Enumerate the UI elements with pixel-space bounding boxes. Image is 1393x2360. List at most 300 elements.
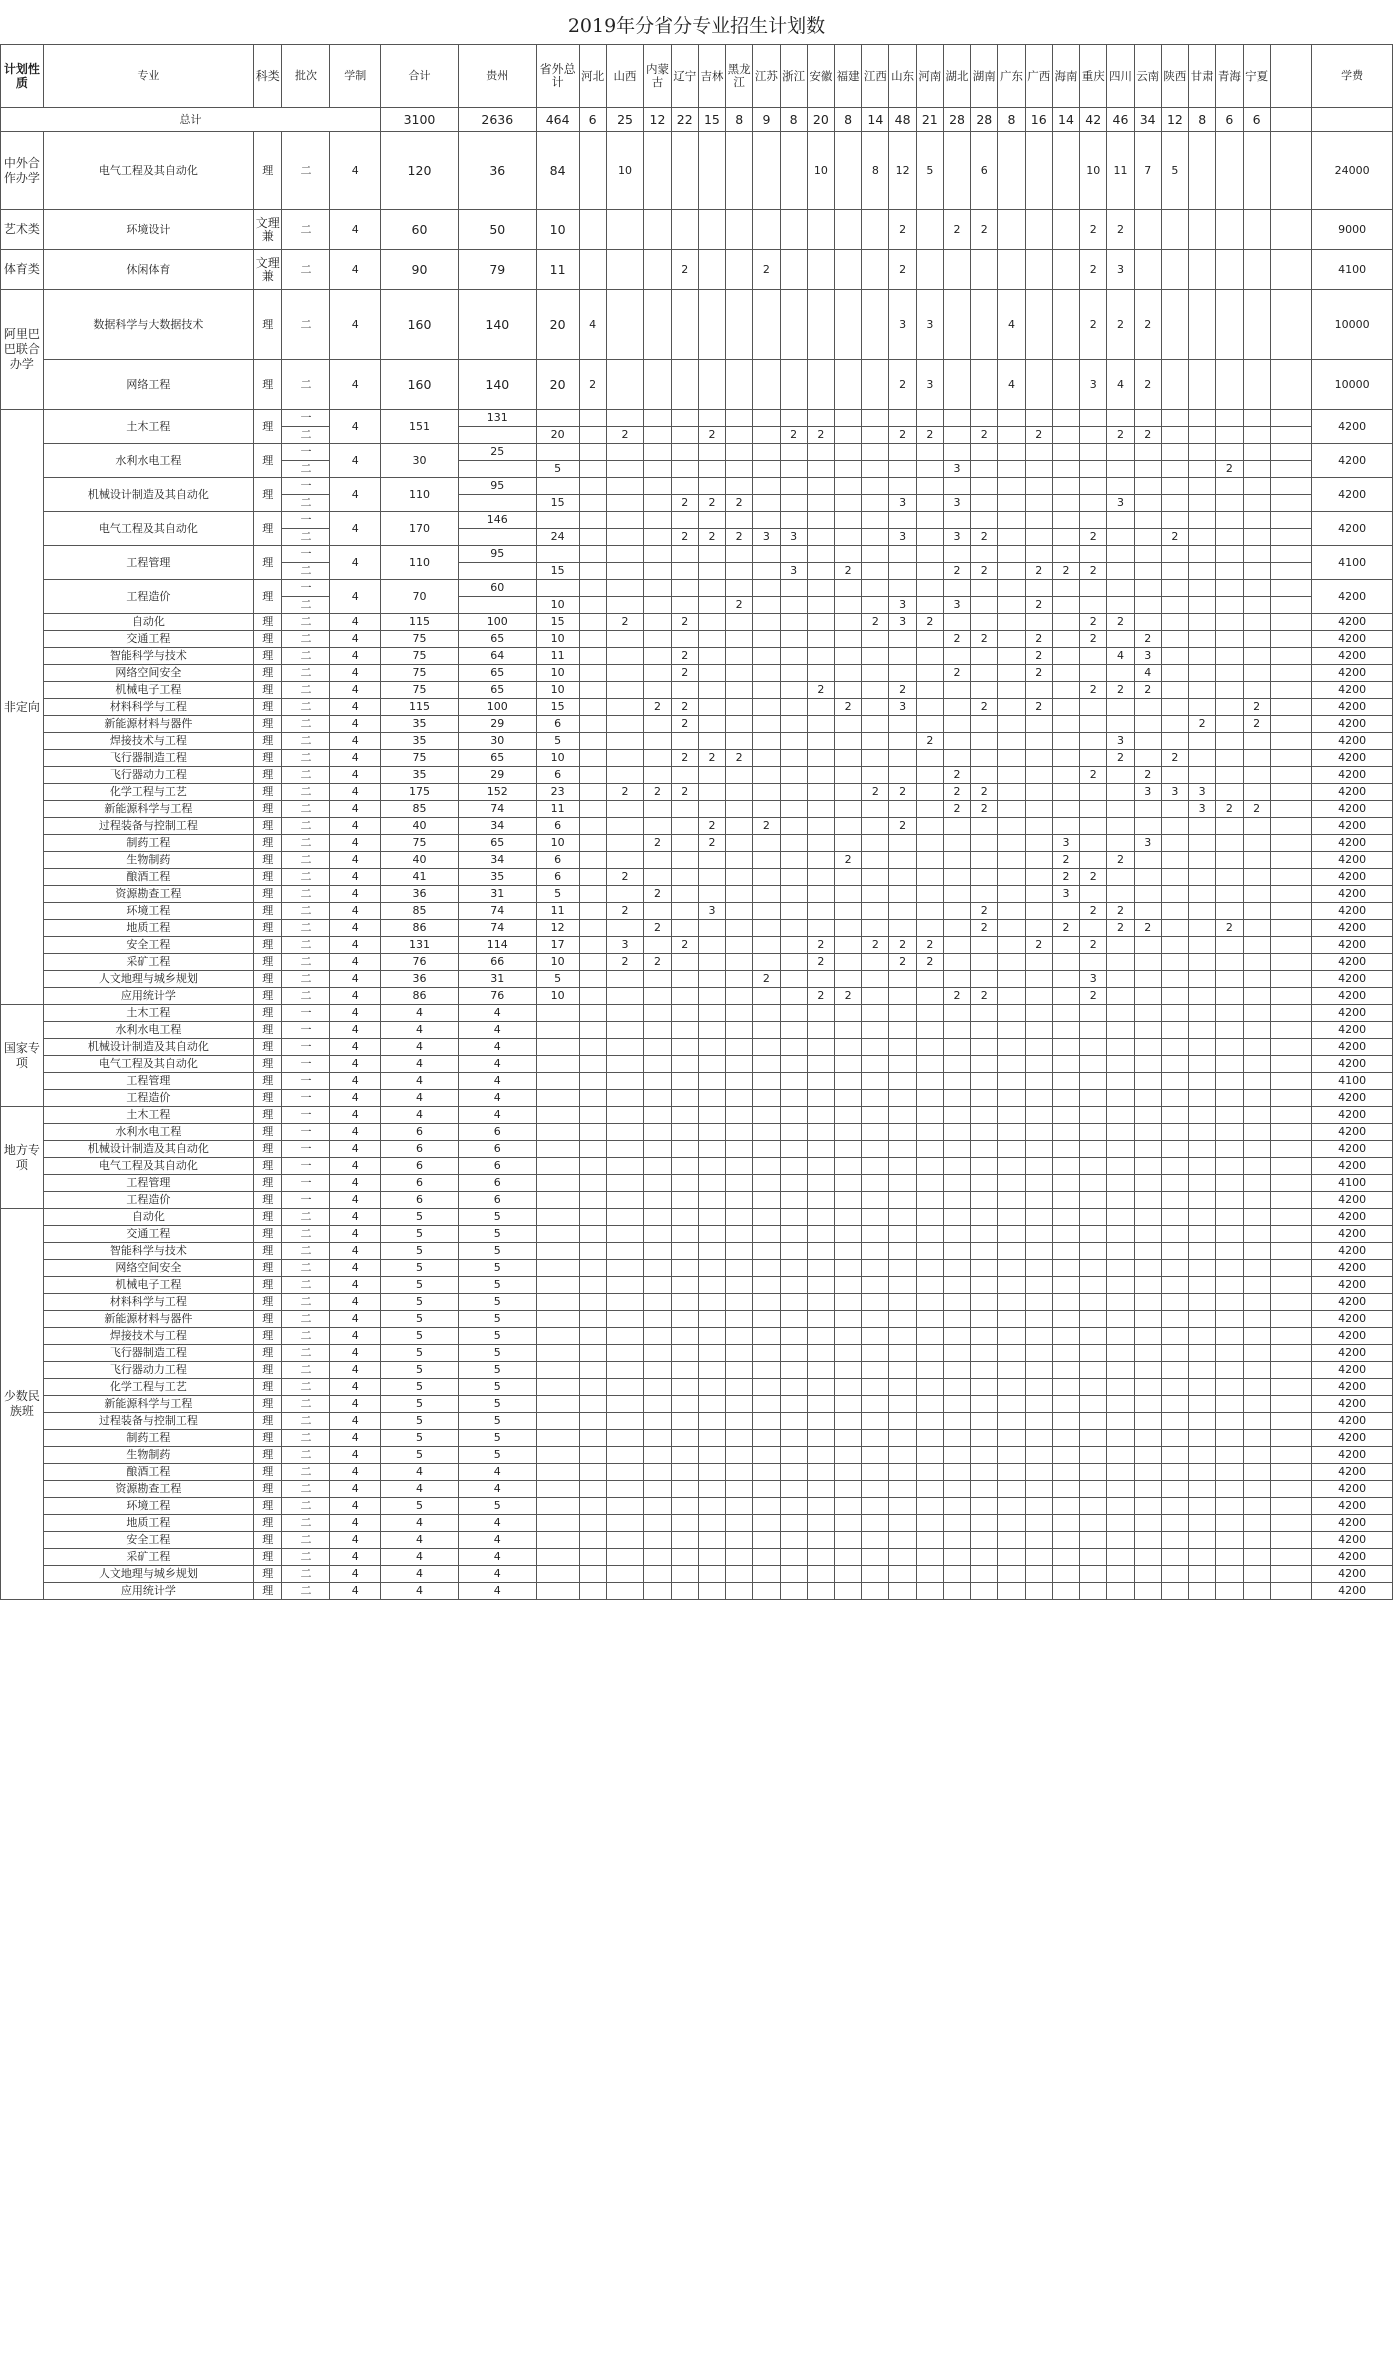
- guizhou-value: 34: [458, 852, 536, 869]
- province-value: [726, 767, 753, 784]
- province-value: [1216, 1362, 1243, 1379]
- province-value: [579, 1345, 606, 1362]
- guizhou-value: 34: [458, 818, 536, 835]
- province-value: [726, 132, 753, 210]
- province-value: [1189, 1498, 1216, 1515]
- province-value: [1025, 1175, 1052, 1192]
- province-value: [671, 1056, 698, 1073]
- province-value: [862, 290, 889, 360]
- batch: 二: [282, 1260, 330, 1277]
- province-value: [1107, 835, 1134, 852]
- province-value: [943, 1413, 970, 1430]
- province-value: [780, 1141, 807, 1158]
- province-value: [726, 1566, 753, 1583]
- province-value: 2: [971, 903, 998, 920]
- province-value: [807, 1362, 834, 1379]
- province-value: [606, 920, 644, 937]
- province-value: [889, 920, 916, 937]
- blank-cell: [1270, 1056, 1312, 1073]
- province-value: [889, 1158, 916, 1175]
- province-value: [1216, 529, 1243, 546]
- province-value: [1243, 682, 1270, 699]
- guizhou-value: [458, 529, 536, 546]
- province-value: [889, 716, 916, 733]
- batch: 二: [282, 1413, 330, 1430]
- province-value: 2: [671, 784, 698, 801]
- province-value: [579, 971, 606, 988]
- province-value: [971, 750, 998, 767]
- major-name: 电气工程及其自动化: [43, 1158, 253, 1175]
- out-total-value: 5: [536, 971, 579, 988]
- province-value: [1134, 1158, 1161, 1175]
- province-value: [1052, 529, 1079, 546]
- total: 6: [381, 1141, 459, 1158]
- province-value: [943, 1566, 970, 1583]
- province-value: [780, 546, 807, 563]
- province-value: 2: [671, 250, 698, 290]
- major-name: 网络工程: [43, 360, 253, 410]
- table-row: [1, 512, 1393, 529]
- batch: 一: [282, 546, 330, 563]
- total: 5: [381, 1243, 459, 1260]
- province-value: [807, 461, 834, 478]
- province-value: [971, 648, 998, 665]
- total: 4: [381, 1022, 459, 1039]
- province-value: [916, 512, 943, 529]
- years: 4: [330, 1141, 381, 1158]
- province-value: [780, 852, 807, 869]
- province-value: [807, 360, 834, 410]
- province-value: [644, 461, 671, 478]
- blank-cell: [1270, 1107, 1312, 1124]
- province-value: [698, 1039, 725, 1056]
- province-value: [1161, 1243, 1188, 1260]
- province-value: [835, 597, 862, 614]
- province-value: [916, 1243, 943, 1260]
- province-value: [698, 1192, 725, 1209]
- province-value: [862, 1073, 889, 1090]
- major-name: 过程装备与控制工程: [43, 1413, 253, 1430]
- major-name: 采矿工程: [43, 1549, 253, 1566]
- fee: 4200: [1312, 1396, 1393, 1413]
- province-value: [835, 250, 862, 290]
- province-value: 6: [971, 132, 998, 210]
- province-value: [835, 1515, 862, 1532]
- province-value: [780, 1566, 807, 1583]
- province-value: [753, 1294, 780, 1311]
- province-value: [1052, 648, 1079, 665]
- province-value: [807, 1566, 834, 1583]
- table-row: [1, 733, 1393, 750]
- table-row: [1, 1328, 1393, 1345]
- province-value: [1161, 648, 1188, 665]
- province-value: [1052, 1328, 1079, 1345]
- province-value: [671, 1277, 698, 1294]
- province-value: 3: [943, 597, 970, 614]
- province-value: 2: [1243, 716, 1270, 733]
- header-province: 青海: [1216, 45, 1243, 108]
- province-value: [698, 1447, 725, 1464]
- table-row: [1, 920, 1393, 937]
- province-value: [1134, 1073, 1161, 1090]
- province-value: [971, 1158, 998, 1175]
- province-value: [971, 971, 998, 988]
- province-value: [943, 1549, 970, 1566]
- category: 理: [253, 1430, 282, 1447]
- header-province: 重庆: [1080, 45, 1107, 108]
- province-value: [644, 1294, 671, 1311]
- province-value: [835, 210, 862, 250]
- province-value: [1107, 529, 1134, 546]
- province-value: [579, 1107, 606, 1124]
- years: 4: [330, 1396, 381, 1413]
- province-value: [1107, 1481, 1134, 1498]
- total: 4: [381, 1481, 459, 1498]
- province-value: [1189, 1039, 1216, 1056]
- out-total-value: 15: [536, 563, 579, 580]
- province-value: [753, 597, 780, 614]
- guizhou-value: [458, 563, 536, 580]
- province-value: [943, 1583, 970, 1600]
- out-total-value: 15: [536, 614, 579, 631]
- category: 理: [253, 1056, 282, 1073]
- province-value: [753, 1192, 780, 1209]
- province-value: [671, 444, 698, 461]
- table-row: [1, 360, 1393, 410]
- province-value: [998, 1090, 1025, 1107]
- province-value: [606, 597, 644, 614]
- province-value: [780, 750, 807, 767]
- province-value: [698, 665, 725, 682]
- province-value: [835, 512, 862, 529]
- fee: 4200: [1312, 784, 1393, 801]
- blank-cell: [1270, 1447, 1312, 1464]
- category: 理: [253, 886, 282, 903]
- guizhou-value: 4: [458, 1073, 536, 1090]
- province-value: [780, 410, 807, 427]
- province-value: [1052, 1566, 1079, 1583]
- batch: 二: [282, 716, 330, 733]
- province-value: [998, 250, 1025, 290]
- total: 5: [381, 1345, 459, 1362]
- major-name: 机械设计制造及其自动化: [43, 1039, 253, 1056]
- province-value: [698, 1566, 725, 1583]
- province-value: [943, 1362, 970, 1379]
- province-value: [1243, 920, 1270, 937]
- province-value: [1161, 835, 1188, 852]
- province-value: [1025, 1022, 1052, 1039]
- province-value: [671, 132, 698, 210]
- blank-cell: [1270, 1005, 1312, 1022]
- plan-type-label: 体育类: [1, 250, 44, 290]
- province-value: [1052, 1005, 1079, 1022]
- batch: 二: [282, 988, 330, 1005]
- province-value: [971, 954, 998, 971]
- province-value: [1052, 461, 1079, 478]
- years: 4: [330, 1430, 381, 1447]
- batch: 二: [282, 1294, 330, 1311]
- batch: 二: [282, 801, 330, 818]
- province-value: [1134, 818, 1161, 835]
- province-value: [1134, 1396, 1161, 1413]
- province-value: [971, 495, 998, 512]
- fee: 4200: [1312, 1192, 1393, 1209]
- province-value: [1216, 648, 1243, 665]
- province-value: [1134, 250, 1161, 290]
- province-value: [889, 410, 916, 427]
- fee: 4200: [1312, 1481, 1393, 1498]
- out-total-value: 11: [536, 801, 579, 818]
- province-value: [753, 1243, 780, 1260]
- province-value: [1107, 1039, 1134, 1056]
- out-total-value: 10: [536, 665, 579, 682]
- province-value: [753, 920, 780, 937]
- province-value: 3: [753, 529, 780, 546]
- header-batch: 批次: [282, 45, 330, 108]
- province-value: 2: [971, 563, 998, 580]
- province-value: [862, 444, 889, 461]
- province-value: 2: [1080, 869, 1107, 886]
- province-value: [862, 699, 889, 716]
- province-value: [698, 614, 725, 631]
- province-value: 2: [1025, 427, 1052, 444]
- blank-cell: [1270, 750, 1312, 767]
- province-value: [916, 886, 943, 903]
- province-value: [726, 1005, 753, 1022]
- province-value: [579, 250, 606, 290]
- province-value: 7: [1134, 132, 1161, 210]
- province-value: [606, 512, 644, 529]
- guizhou-value: 50: [458, 210, 536, 250]
- province-value: [1134, 210, 1161, 250]
- fee: 4200: [1312, 835, 1393, 852]
- blank-cell: [1270, 132, 1312, 210]
- out-total-value: 11: [536, 648, 579, 665]
- major-name: 化学工程与工艺: [43, 784, 253, 801]
- category: 理: [253, 1481, 282, 1498]
- province-value: 3: [889, 614, 916, 631]
- province-value: [1189, 886, 1216, 903]
- province-value: [698, 1005, 725, 1022]
- province-value: [971, 1583, 998, 1600]
- table-row: [1, 1583, 1393, 1600]
- province-value: [606, 1141, 644, 1158]
- province-value: [807, 1311, 834, 1328]
- province-value: [753, 767, 780, 784]
- province-value: [1052, 1260, 1079, 1277]
- province-value: [807, 1345, 834, 1362]
- province-value: [698, 699, 725, 716]
- category: 理: [253, 1532, 282, 1549]
- years: 4: [330, 1107, 381, 1124]
- province-value: [862, 733, 889, 750]
- category: 理: [253, 1362, 282, 1379]
- province-value: [1243, 1141, 1270, 1158]
- province-value: [943, 1175, 970, 1192]
- province-value: [1189, 512, 1216, 529]
- province-value: 2: [1107, 210, 1134, 250]
- blank-cell: [1270, 1345, 1312, 1362]
- province-value: [1161, 801, 1188, 818]
- province-value: [835, 1413, 862, 1430]
- fee: 4200: [1312, 1209, 1393, 1226]
- out-total-value: [536, 1566, 579, 1583]
- province-value: [1052, 1396, 1079, 1413]
- province-value: 2: [1025, 665, 1052, 682]
- province-value: [606, 971, 644, 988]
- province-value: [579, 495, 606, 512]
- province-value: [1134, 750, 1161, 767]
- category: 理: [253, 733, 282, 750]
- province-value: [889, 1124, 916, 1141]
- province-value: [726, 1498, 753, 1515]
- province-value: 2: [1052, 920, 1079, 937]
- province-value: [1216, 444, 1243, 461]
- province-value: [579, 937, 606, 954]
- province-value: 2: [1052, 563, 1079, 580]
- province-value: [1243, 580, 1270, 597]
- header-province: 河北: [579, 45, 606, 108]
- province-value: [726, 614, 753, 631]
- province-value: [1080, 1022, 1107, 1039]
- province-value: 2: [835, 852, 862, 869]
- province-value: [1189, 580, 1216, 597]
- province-value: 2: [606, 869, 644, 886]
- province-value: [1243, 971, 1270, 988]
- guizhou-value: 5: [458, 1243, 536, 1260]
- province-value: [1080, 886, 1107, 903]
- province-value: 2: [1080, 563, 1107, 580]
- province-value: 2: [1107, 852, 1134, 869]
- province-value: [943, 835, 970, 852]
- guizhou-value: 6: [458, 1141, 536, 1158]
- province-value: [1052, 597, 1079, 614]
- province-value: [1161, 1481, 1188, 1498]
- province-value: [753, 1056, 780, 1073]
- batch: 一: [282, 1090, 330, 1107]
- guizhou-value: 5: [458, 1209, 536, 1226]
- fee: 4200: [1312, 580, 1393, 614]
- province-value: [1243, 1362, 1270, 1379]
- province-value: 5: [916, 132, 943, 210]
- province-value: [579, 614, 606, 631]
- province-value: [753, 1413, 780, 1430]
- province-value: [606, 767, 644, 784]
- fee: 4200: [1312, 1158, 1393, 1175]
- province-value: [916, 1481, 943, 1498]
- province-value: [579, 665, 606, 682]
- guizhou-value: 5: [458, 1277, 536, 1294]
- province-value: [943, 512, 970, 529]
- province-value: [971, 1073, 998, 1090]
- province-value: [807, 886, 834, 903]
- major-name: 应用统计学: [43, 1583, 253, 1600]
- province-value: [1025, 1583, 1052, 1600]
- province-value: [753, 495, 780, 512]
- province-value: [835, 682, 862, 699]
- blank-cell: [1270, 682, 1312, 699]
- years: 4: [330, 665, 381, 682]
- province-value: [1189, 682, 1216, 699]
- table-row: [1, 1226, 1393, 1243]
- province-value: 2: [1216, 920, 1243, 937]
- province-value: [916, 1430, 943, 1447]
- province-value: [1052, 250, 1079, 290]
- province-value: [862, 1175, 889, 1192]
- province-value: [671, 1107, 698, 1124]
- province-value: [726, 512, 753, 529]
- province-value: [726, 461, 753, 478]
- province-value: [1134, 1413, 1161, 1430]
- province-value: [671, 597, 698, 614]
- province-value: [606, 1090, 644, 1107]
- province-value: [671, 360, 698, 410]
- province-value: [943, 699, 970, 716]
- province-value: [606, 1498, 644, 1515]
- table-row: [1, 444, 1393, 461]
- province-value: 2: [1080, 210, 1107, 250]
- province-value: [862, 1379, 889, 1396]
- province-value: [807, 1532, 834, 1549]
- province-value: [862, 852, 889, 869]
- guizhou-value: 5: [458, 1362, 536, 1379]
- province-value: 8: [862, 132, 889, 210]
- province-value: [1080, 410, 1107, 427]
- province-value: [889, 1192, 916, 1209]
- province-value: [916, 1447, 943, 1464]
- total: 30: [381, 444, 459, 478]
- header-province: 安徽: [807, 45, 834, 108]
- category: 理: [253, 410, 282, 444]
- province-value: [835, 1532, 862, 1549]
- province-value: [606, 682, 644, 699]
- category: 理: [253, 512, 282, 546]
- province-value: [780, 478, 807, 495]
- province-value: [835, 1583, 862, 1600]
- total: 6: [381, 1158, 459, 1175]
- province-value: [606, 1175, 644, 1192]
- province-value: [606, 1124, 644, 1141]
- province-value: [1243, 1107, 1270, 1124]
- province-value: 2: [1080, 614, 1107, 631]
- province-value: [753, 988, 780, 1005]
- province-value: [1216, 290, 1243, 360]
- years: 4: [330, 920, 381, 937]
- province-value: 2: [1080, 767, 1107, 784]
- category: 理: [253, 1498, 282, 1515]
- province-value: [807, 210, 834, 250]
- province-value: [943, 733, 970, 750]
- fee: 4200: [1312, 1090, 1393, 1107]
- province-value: [1134, 1107, 1161, 1124]
- total: 4: [381, 1073, 459, 1090]
- blank-cell: [1270, 937, 1312, 954]
- guizhou-value: 79: [458, 250, 536, 290]
- province-value: [753, 580, 780, 597]
- province-value: [1052, 1243, 1079, 1260]
- province-value: [943, 1124, 970, 1141]
- province-value: [835, 1379, 862, 1396]
- total: 35: [381, 716, 459, 733]
- province-value: [998, 614, 1025, 631]
- province-value: [1216, 1566, 1243, 1583]
- province-value: [916, 1039, 943, 1056]
- province-value: [1052, 699, 1079, 716]
- province-value: [1216, 1549, 1243, 1566]
- guizhou-value: 100: [458, 699, 536, 716]
- province-value: [916, 1532, 943, 1549]
- blank-cell: [1270, 1192, 1312, 1209]
